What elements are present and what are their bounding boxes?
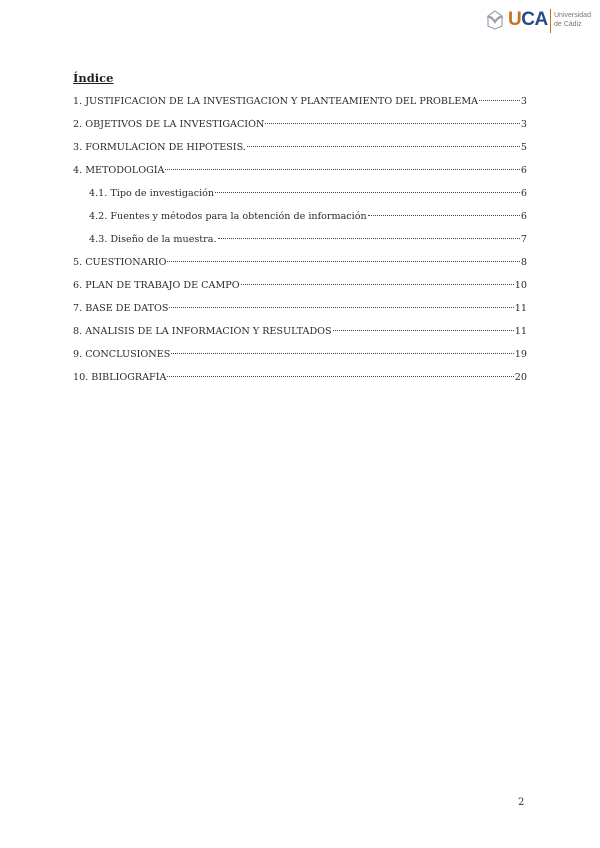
- toc-entry[interactable]: [73, 349, 527, 372]
- toc-title: Índice: [73, 71, 114, 85]
- toc-entry-page: 7: [520, 234, 527, 245]
- toc-entry-label: 5. CUESTIONARIO: [73, 257, 167, 268]
- toc-entry-label: 4. METODOLOGÍA: [73, 165, 165, 176]
- logo-text-line2: de Cádiz: [554, 21, 582, 28]
- toc-entry-page: 3: [520, 96, 527, 107]
- toc-entry-label: 4.2. Fuentes y métodos para la obtención de información: [89, 211, 367, 222]
- toc-entry-label: 2. OBJETIVOS DE LA INVESTIGACIÓN: [73, 119, 265, 130]
- toc-subentry[interactable]: [73, 234, 527, 257]
- toc-leader-dots: [265, 122, 520, 124]
- toc-leader-dots: [167, 260, 519, 262]
- toc-entry-page: 3: [520, 119, 527, 130]
- toc-leader-dots: [333, 329, 514, 331]
- toc-leader-dots: [167, 375, 513, 377]
- logo-text-line1: Universidad: [554, 12, 591, 19]
- toc-entry[interactable]: [73, 303, 527, 326]
- toc-entry[interactable]: [73, 165, 527, 188]
- table-of-contents: [73, 96, 527, 395]
- toc-entry-page: 5: [520, 142, 527, 153]
- toc-entry[interactable]: [73, 119, 527, 142]
- toc-entry-page: 10: [514, 280, 527, 291]
- toc-entry-page: 20: [514, 372, 527, 383]
- toc-entry[interactable]: [73, 142, 527, 165]
- toc-entry-label: 7. BASE DE DATOS: [73, 303, 169, 314]
- toc-leader-dots: [241, 283, 514, 285]
- toc-entry-label: 4.3. Diseño de la muestra.: [89, 234, 217, 245]
- toc-leader-dots: [218, 237, 520, 239]
- logo-wordmark: [508, 9, 548, 31]
- toc-entry[interactable]: [73, 96, 527, 119]
- toc-entry-page: 11: [514, 326, 527, 337]
- logo-divider: [550, 9, 551, 33]
- logo-letter-u: U: [508, 9, 522, 30]
- toc-subentry[interactable]: [73, 211, 527, 234]
- university-logo: [484, 6, 594, 34]
- university-emblem-icon: [484, 8, 506, 30]
- toc-leader-dots: [165, 168, 519, 170]
- toc-leader-dots: [247, 145, 520, 147]
- toc-entry-label: 4.1. Tipo de investigación: [89, 188, 215, 199]
- toc-entry-label: 10. BIBLIOGRAFÍA: [73, 372, 167, 383]
- toc-entry-page: 6: [520, 165, 527, 176]
- logo-letters-ca: CA: [521, 9, 548, 30]
- logo-university-text: [554, 11, 591, 29]
- toc-entry-label: 8. ANÁLISIS DE LA INFORMACIÓN Y RESULTADOS: [73, 326, 332, 337]
- toc-entry-label: 6. PLAN DE TRABAJO DE CAMPO: [73, 280, 240, 291]
- page-number: 2: [518, 797, 525, 808]
- toc-entry[interactable]: [73, 326, 527, 349]
- toc-leader-dots: [368, 214, 520, 216]
- toc-leader-dots: [169, 306, 513, 308]
- toc-entry-page: 8: [520, 257, 527, 268]
- toc-entry-page: 11: [514, 303, 527, 314]
- toc-entry[interactable]: [73, 257, 527, 280]
- toc-leader-dots: [479, 99, 520, 101]
- toc-subentry[interactable]: [73, 188, 527, 211]
- toc-entry-label: 9. CONCLUSIONES: [73, 349, 171, 360]
- toc-entry[interactable]: [73, 372, 527, 395]
- toc-entry[interactable]: [73, 280, 527, 303]
- toc-entry-page: 6: [520, 211, 527, 222]
- toc-entry-page: 19: [514, 349, 527, 360]
- toc-entry-label: 3. FORMULACIÓN DE HIPÓTESIS.: [73, 142, 246, 153]
- toc-leader-dots: [171, 352, 514, 354]
- toc-leader-dots: [215, 191, 520, 193]
- toc-entry-label: 1. JUSTIFICACIÓN DE LA INVESTIGACIÓN Y PLANTEAMIENTO DEL PROBLEMA: [73, 96, 479, 107]
- toc-entry-page: 6: [520, 188, 527, 199]
